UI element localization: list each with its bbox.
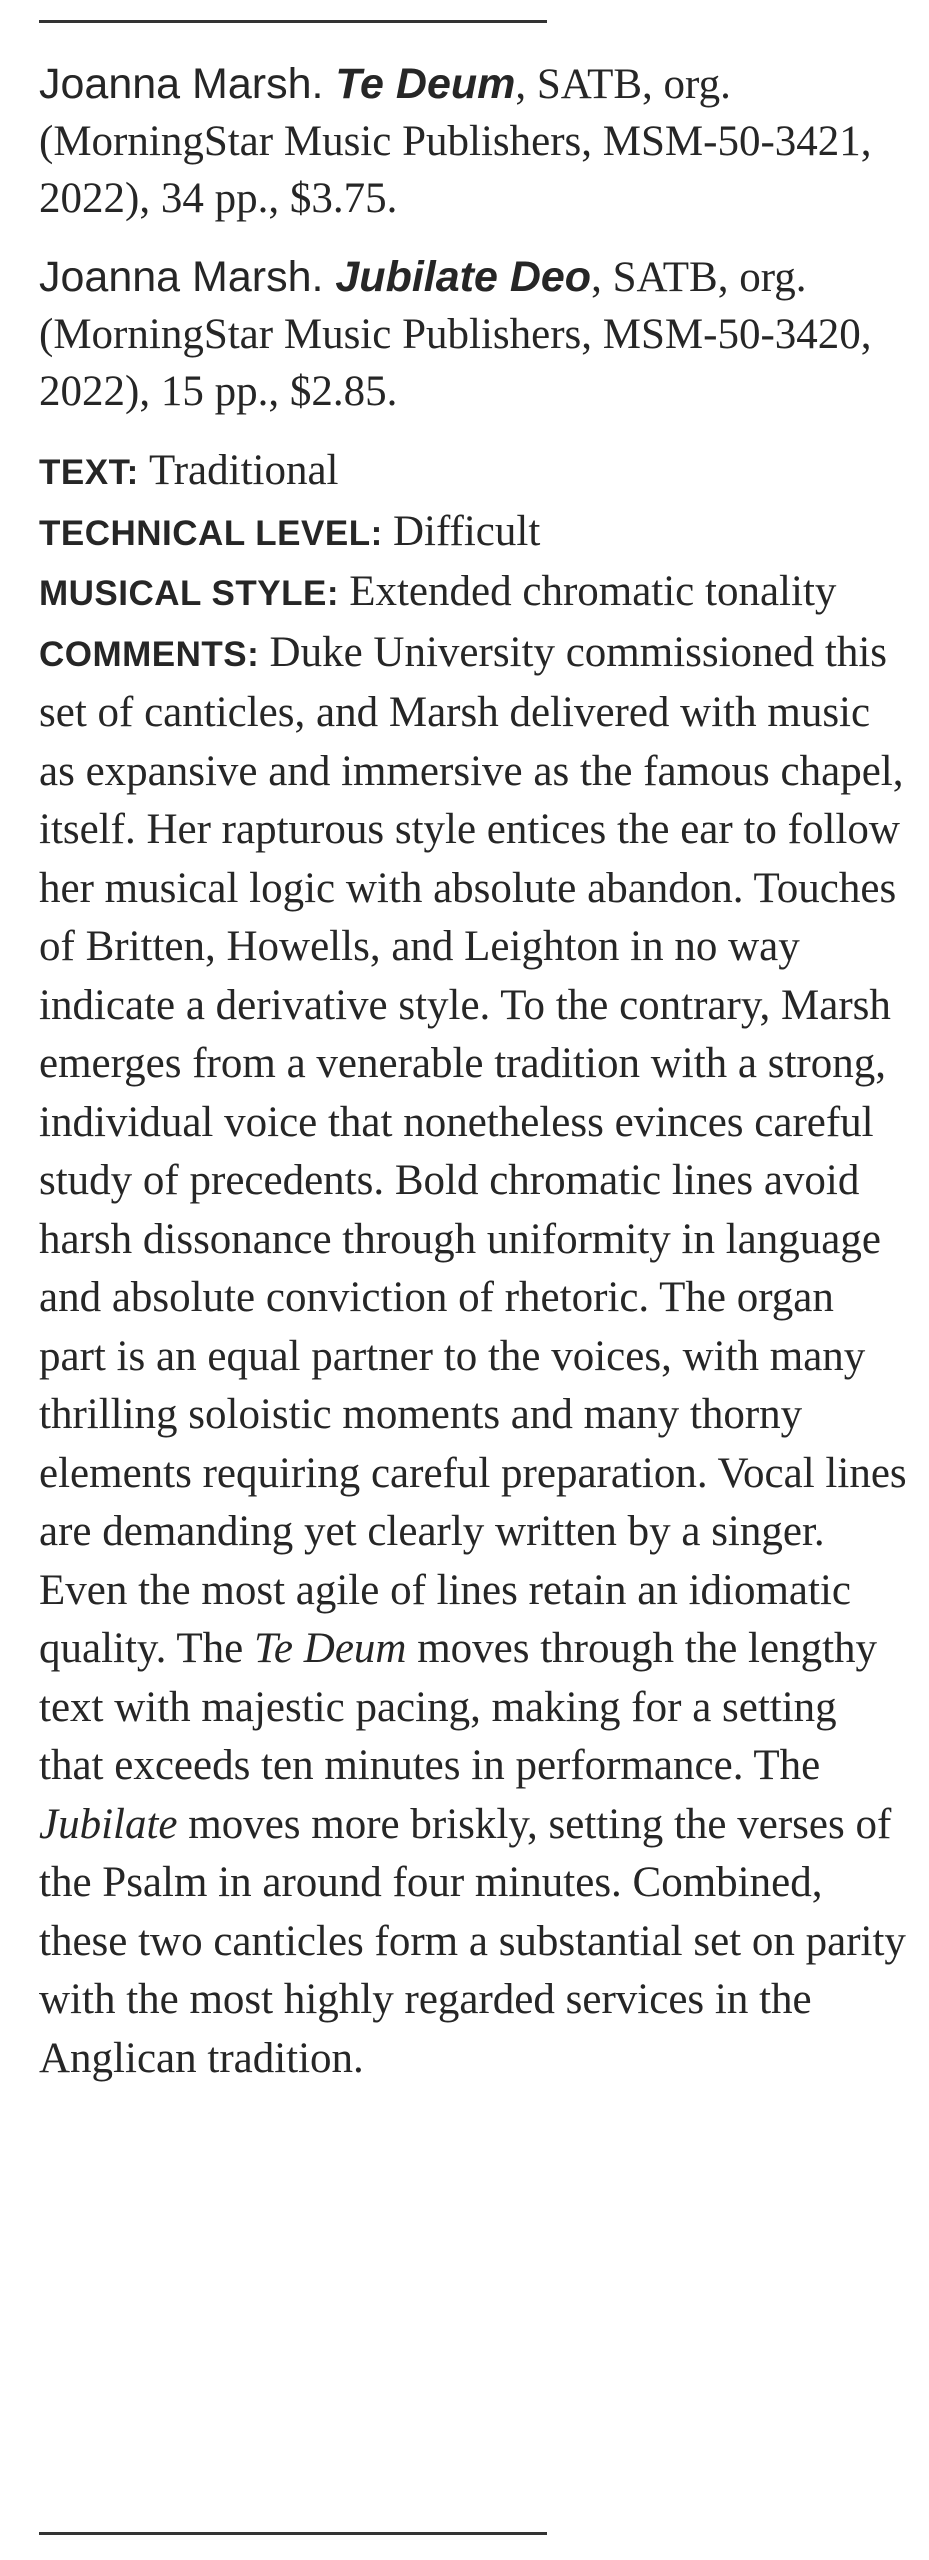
entry-te-deum [39,56,907,227]
field-separator: : [326,574,350,613]
entry-title: Te Deum [335,60,516,108]
field-separator: : [126,453,149,492]
entry-author: Joanna Marsh. [39,60,336,108]
entry-details: , SATB, org. (MorningStar Music Publishers, MSM-50-3420, 2022), 15 pp., $2.85. [39,254,872,415]
comments-label: COMMENTS [39,634,248,674]
comments-text-part3: moves more briskly, setting the verses of the Psalm in around four minutes. Combined, these two canticles form a substantial set on parity with the most highly regarded services in the Anglican tradition. [39,1800,906,2082]
entry-jubilate-deo [39,249,907,420]
entry-author: Joanna Marsh. [39,253,336,301]
field-value: Extended chromatic tonality [349,568,837,615]
comments-work-te-deum: Te Deum [253,1625,407,1672]
field-separator: : [370,513,393,553]
bottom-rule [39,2532,547,2535]
field-value: Difficult [392,507,541,555]
field-comments [39,624,907,2089]
field-label: TECHNICAL LEVEL [39,513,371,553]
review-meta [39,442,907,2088]
top-rule [39,20,547,23]
field-musical-style [39,563,907,624]
field-value: Traditional [148,447,339,494]
field-technical-level [39,503,907,564]
comments-work-jubilate: Jubilate [39,1800,178,1848]
comments-text-part2: moves through the lengthy text with majestic pacing, making for a setting that exceeds ten minutes in performance. The [39,1625,878,1789]
review-content [39,56,907,2088]
field-label: TEXT [39,453,127,492]
entry-details: , SATB, org. (MorningStar Music Publishers, MSM-50-3421, 2022), 34 pp., $3.75. [39,61,872,222]
field-text [39,442,907,503]
field-label: MUSICAL STYLE [39,574,327,613]
entry-title: Jubilate Deo [335,253,592,301]
comments-separator: : [247,634,270,674]
comments-text-part1: Duke University commissioned this set of canticles, and Marsh delivered with music as expansive and immersive as the famous chapel, itself. Her rapturous style entices the ear to follow her musical logic with absolute abandon. Touches of Britten, Howells, and Leighton in no way indicate a derivative style. To the contrary, Marsh emerges from a venerable tradition with a strong, individual voice that nonetheless evinces careful study of precedents. Bold chromatic lines avoid harsh dissonance through uniformity in language and absolute conviction of rhetoric. The organ part is an equal partner to the voices, with many thrilling soloistic moments and many thorny elements requiring careful preparation. Vocal lines are demanding yet clearly written by a singer. Even the most agile of lines retain an idiomatic quality. The [39,628,907,1672]
